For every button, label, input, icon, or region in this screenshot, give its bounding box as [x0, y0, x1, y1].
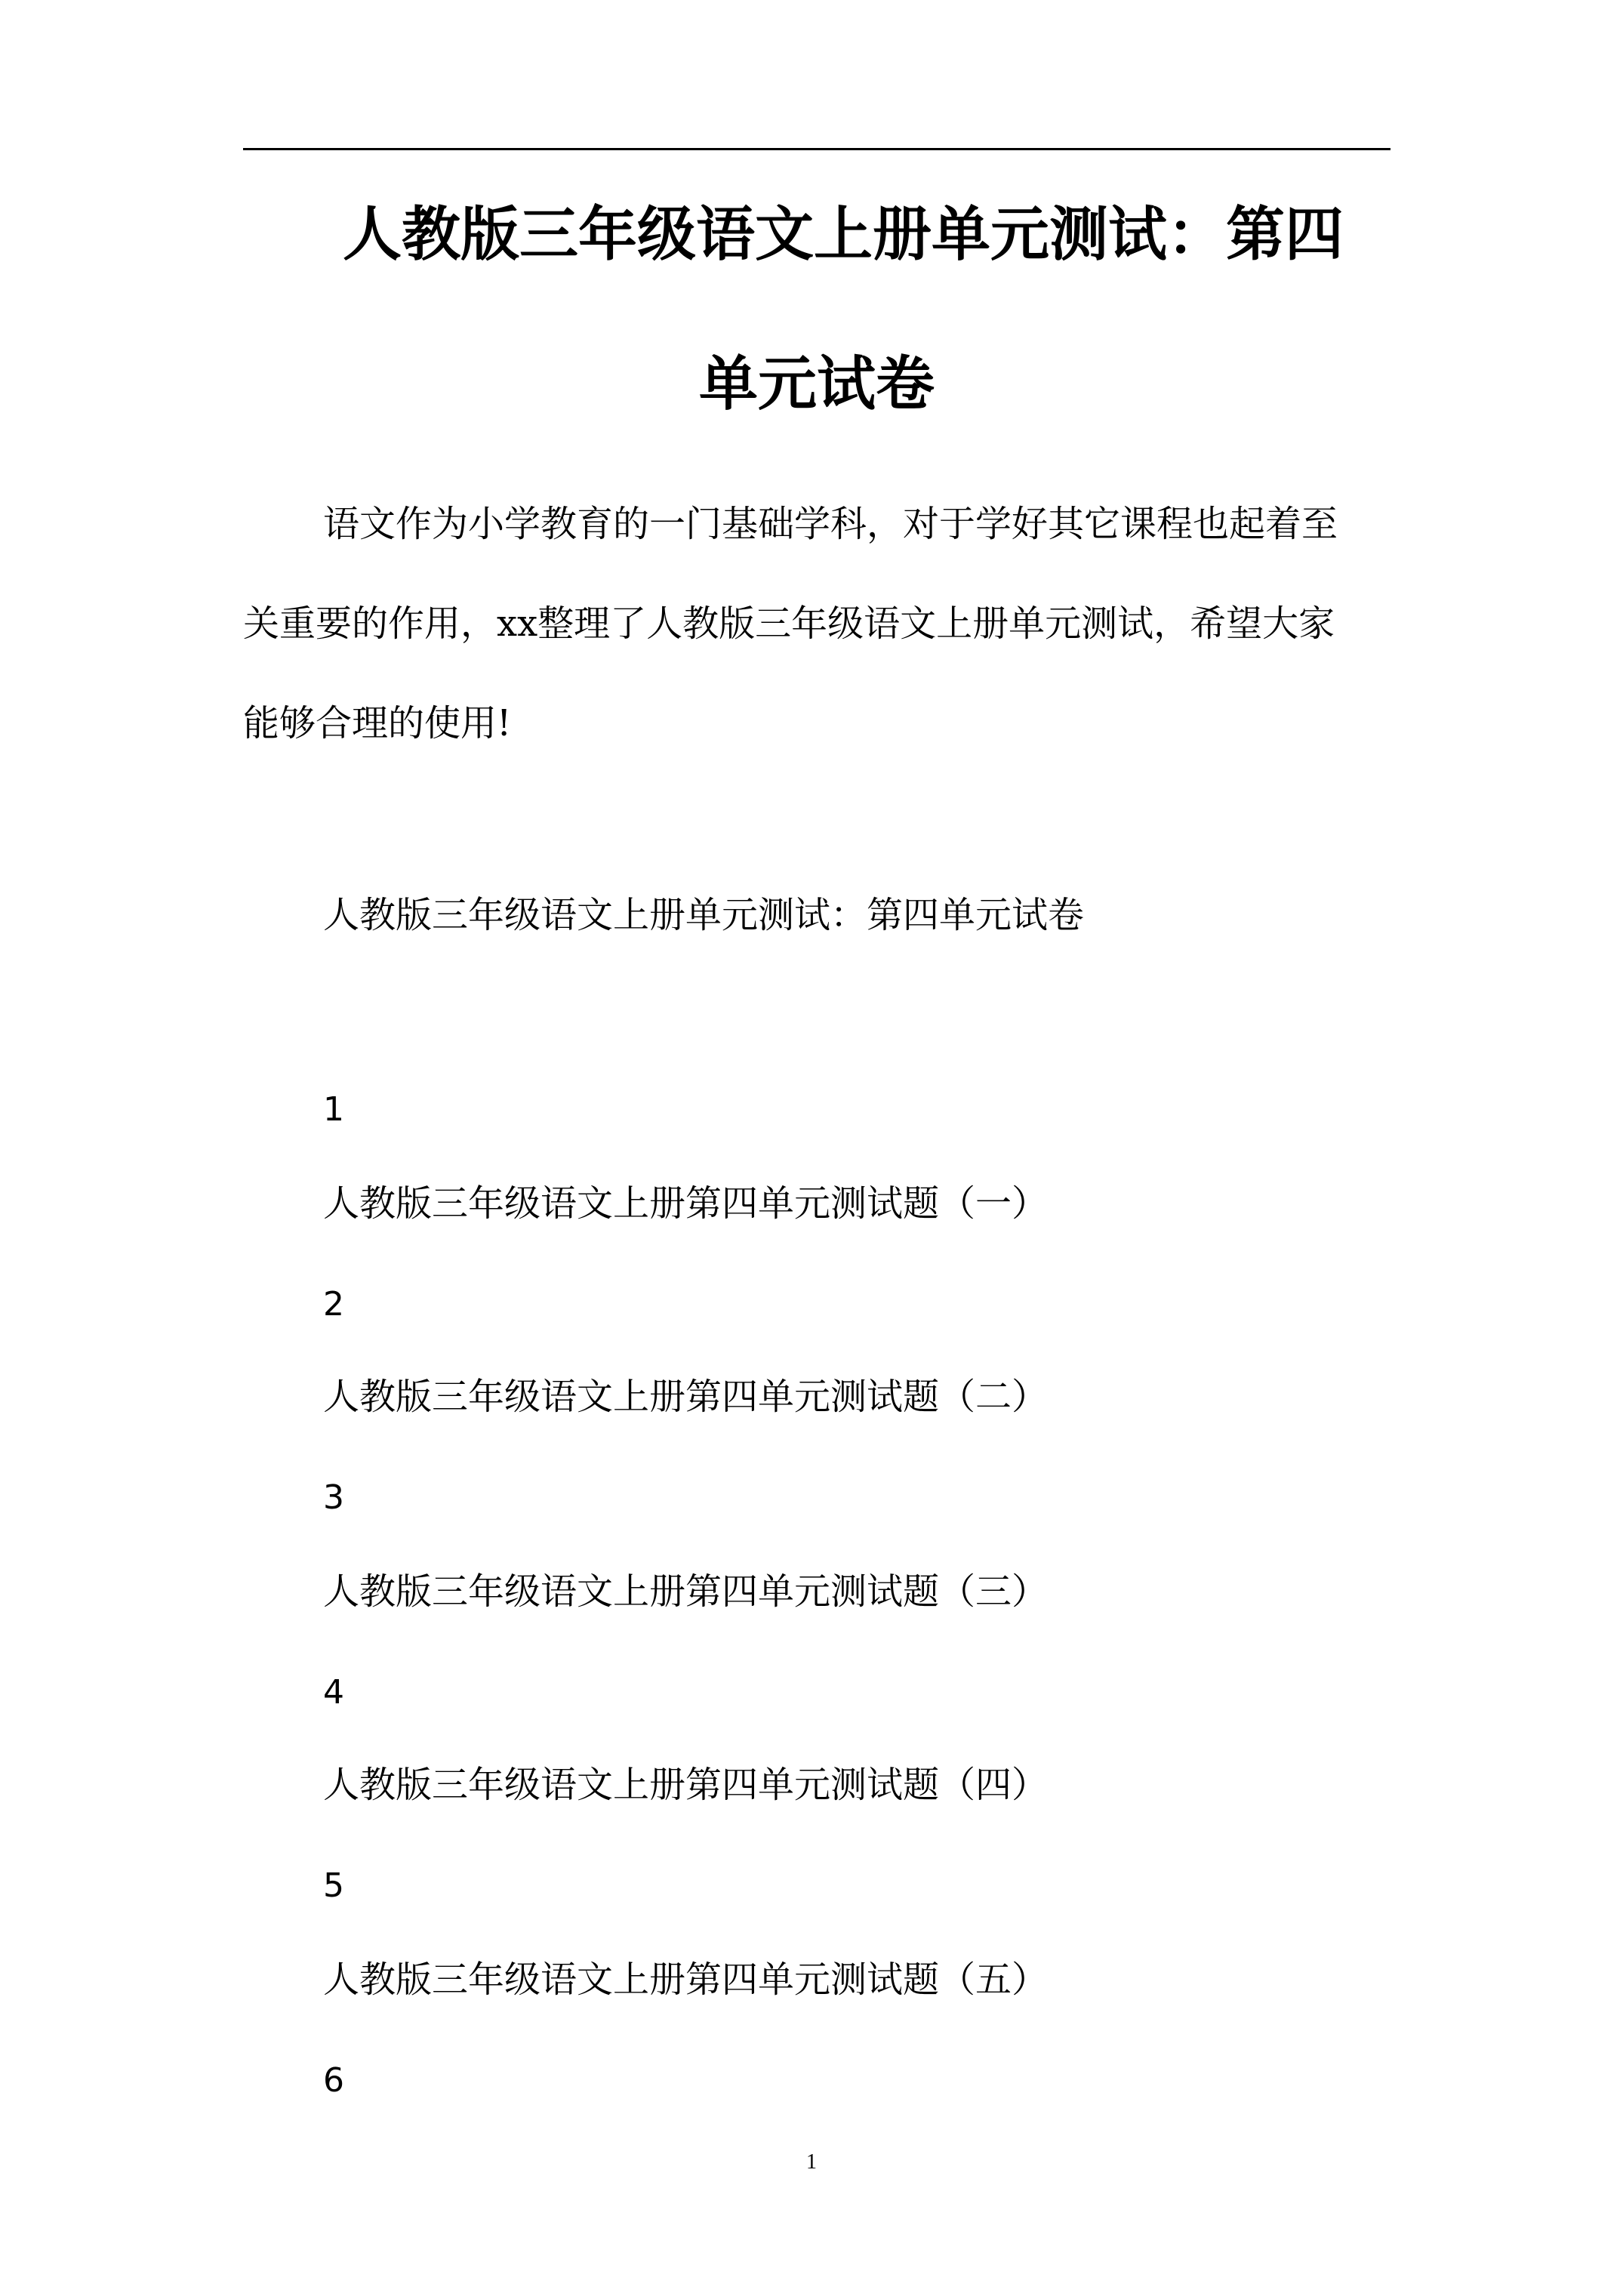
subheading: 人教版三年级语文上册单元测试：第四单元试卷 [323, 894, 1085, 936]
list-item-label: 人教版三年级语文上册第四单元测试题（五） [323, 1959, 1049, 2001]
list-item-label: 人教版三年级语文上册第四单元测试题（一） [323, 1182, 1049, 1225]
page-number: 1 [806, 2150, 817, 2174]
document-title-line-2: 单元试卷 [698, 350, 935, 418]
list-item-number: 5 [323, 1866, 344, 1905]
intro-line-2: 关重要的作用，xx整理了人教版三年级语文上册单元测试，希望大家 [243, 603, 1335, 645]
intro-line-3: 能够合理的使用! [243, 702, 512, 744]
list-item-number: 2 [323, 1285, 344, 1324]
header-rule [243, 148, 1390, 150]
document-title-line-1: 人教版三年级语文上册单元测试：第四 [342, 200, 1344, 269]
list-item-number: 1 [323, 1090, 344, 1129]
list-item-label: 人教版三年级语文上册第四单元测试题（二） [323, 1376, 1049, 1418]
list-item-label: 人教版三年级语文上册第四单元测试题（三） [323, 1570, 1049, 1613]
list-item-number: 6 [323, 2061, 344, 2100]
list-item-number: 3 [323, 1478, 344, 1517]
intro-line-1: 语文作为小学教育的一门基础学科，对于学好其它课程也起着至 [323, 503, 1338, 545]
list-item-label: 人教版三年级语文上册第四单元测试题（四） [323, 1764, 1049, 1806]
list-item-number: 4 [323, 1673, 344, 1712]
